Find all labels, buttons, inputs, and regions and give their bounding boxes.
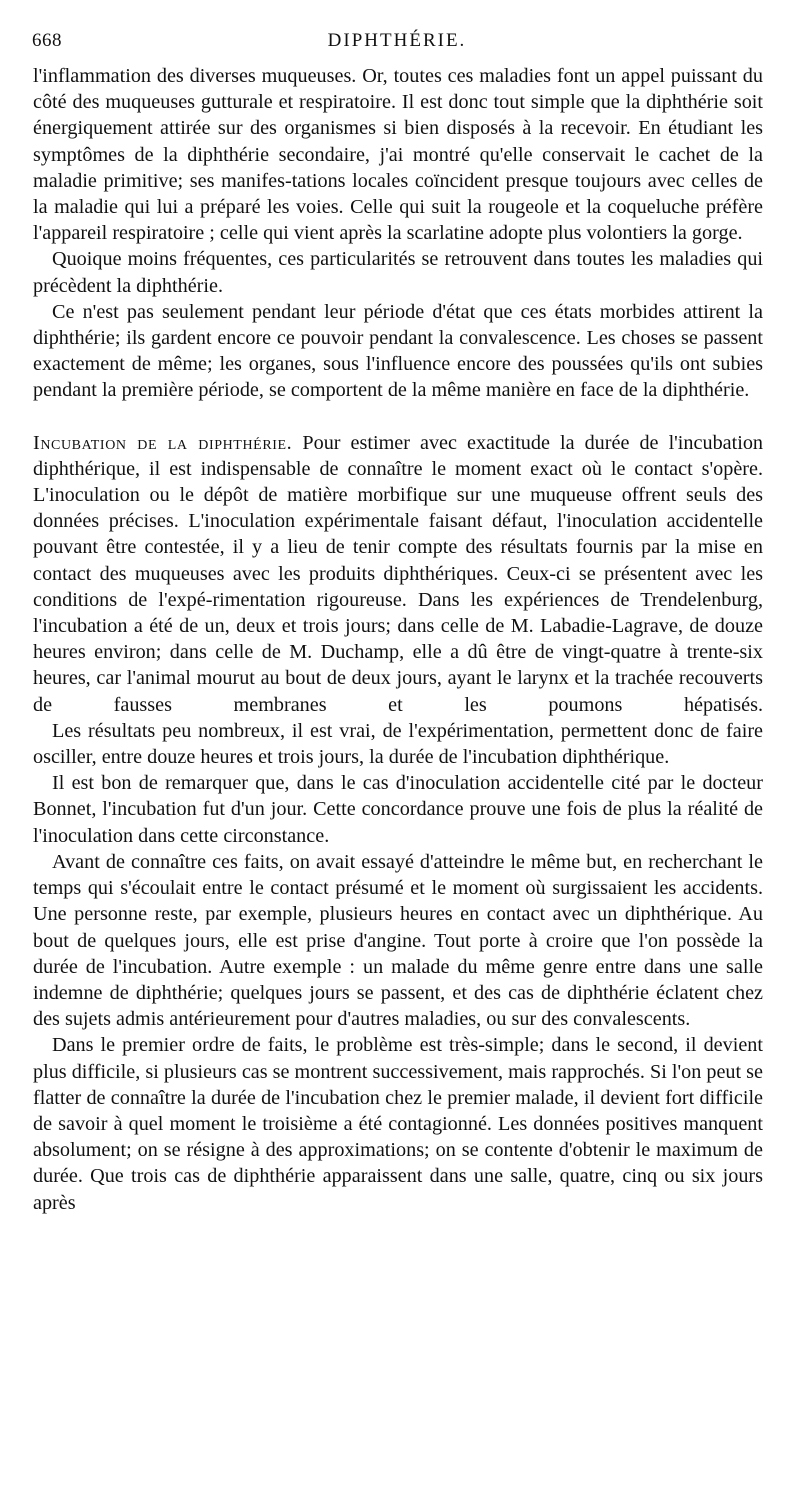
- text-line: Dans le premier ordre de faits, le problème est très-simple; dans le second,: [52, 1034, 679, 1057]
- text-line: contact avec un diphthérique. Au bout de quelques jours, elle est prise d'angine.: [33, 903, 764, 952]
- text-line: recherchant le temps qui s'écoulait entre le contact présumé et le moment où: [33, 850, 764, 900]
- text-line: de plus la réalité de l'inoculation dans cette circonstance.: [33, 798, 764, 847]
- text-line: attirent la diphthérie; ils gardent encore ce pouvoir pendant la convalescence.: [33, 300, 764, 350]
- text-line: admis antérieurement pour d'autres maladies, ou sur des convalescents.: [116, 1008, 691, 1031]
- text-line: Avant de connaître ces faits, on avait essayé d'atteindre le même but, en: [52, 850, 643, 873]
- text-line: Quoique moins fréquentes, ces particularités se retrouvent dans toutes les: [52, 248, 654, 271]
- text-line: où le contact s'opère. L'inoculation ou le dépôt de matière morbifique sur une: [33, 457, 764, 507]
- text-line: puissant du côté des muqueuses gutturale et respiratoire. Il est donc tout: [33, 65, 763, 114]
- paragraph: [33, 1032, 763, 1215]
- text-line: donc de faire osciller, entre douze heures et trois jours, la durée de l'incubation: [33, 719, 764, 769]
- text-line: il devient plus difficile, si plusieurs cas se montrent successivement, mais: [33, 1034, 763, 1083]
- text-line: faisant défaut, l'inoculation accidentelle pouvant être contestée, il y a lieu de: [33, 510, 764, 559]
- text-line: rapprochés. Si l'on peut se flatter de connaître la durée de l'incubation chez le: [33, 1060, 764, 1109]
- text-line: Les résultats peu nombreux, il est vrai, de l'expérimentation, permettent: [52, 719, 648, 742]
- section-incubation: [33, 430, 763, 718]
- text-line: maladies qui précèdent la diphthérie.: [33, 248, 764, 297]
- text-line: heures environ; dans celle de M. Duchamp, elle a dû être de vingt-quatre à: [33, 641, 679, 664]
- paragraph: [33, 246, 763, 298]
- text-line: des approximations; on se contente d'obtenir le maximum de durée. Que trois: [33, 1139, 763, 1188]
- text-line: rimentation rigoureuse. Dans les expériences de Trendelenburg, l'incubation a: [33, 588, 763, 638]
- body-text: [33, 63, 763, 1216]
- section-heading: Incubation de la diphthérie.: [33, 431, 293, 454]
- text-line: Ce n'est pas seulement pendant leur période d'état que ces états morbides: [52, 300, 675, 323]
- text-line: trente-six heures, car l'animal mourut au bout de deux jours, ayant le larynx: [33, 641, 763, 690]
- text-line: Tout porte à croire que l'on possède la durée de l'incubation. Autre exemple :: [33, 929, 763, 978]
- paragraph: [33, 849, 763, 1032]
- text-line: Pour estimer avec exactitude la durée de: [302, 431, 659, 454]
- text-line: Il est bon de remarquer que, dans le cas d'inoculation accidentelle cité par: [52, 772, 674, 795]
- text-line: premier malade, il devient fort difficile de savoir à quel moment le troisième a: [33, 1086, 764, 1135]
- text-line: un malade du même genre entre dans une salle indemne de diphthérie;: [33, 955, 764, 1004]
- text-line: et la trachée recouverts de fausses membranes et les poumons hépatisés.: [33, 667, 763, 716]
- paragraph: [33, 718, 763, 770]
- text-line: surgissaient les accidents. Une personne reste, par exemple, plusieurs heures en: [33, 877, 764, 926]
- text-line: muqueuse offrent seuls des données précises. L'inoculation expérimentale: [33, 484, 764, 533]
- text-line: quelques jours se passent, et des cas de diphthérie éclatent chez des sujets: [33, 981, 763, 1031]
- text-line: tenir compte des résultats fournis par la mise en contact des muqueuses avec: [33, 536, 763, 585]
- text-line: simple que la diphthérie soit énergiquement attirée sur des organismes si bien: [33, 91, 764, 140]
- section-gap: [33, 404, 763, 430]
- text-line: le docteur Bonnet, l'incubation fut d'un jour. Cette concordance prouve une fois: [33, 772, 763, 821]
- paragraph: [33, 299, 763, 404]
- text-line: Les choses se passent exactement de même; les organes, sous l'influence encore: [33, 327, 764, 376]
- text-line: cas de diphthérie apparaissent dans une salle, quatre, cinq ou six jours après: [33, 1165, 764, 1214]
- text-line: l'incubation diphthérique, il est indispensable de connaître le moment exact: [33, 431, 764, 480]
- running-head: [32, 30, 762, 60]
- text-line: été de un, deux et trois jours; dans celle de M. Labadie-Lagrave, de douze: [149, 615, 764, 638]
- text-line: tations locales coïncident presque toujours avec celles de la maladie qui lui a: [33, 169, 763, 219]
- text-line: l'inflammation des diverses muqueuses. Or, toutes ces maladies font un appel: [33, 65, 665, 87]
- text-line: disposés à la recevoir. En étudiant les symptômes de la diphthérie secondaire,: [33, 117, 764, 166]
- text-line: la même manière en face de la diphthérie.: [411, 379, 750, 402]
- text-line: préparé les voies. Celle qui suit la rougeole et la coqueluche préfère l'appareil: [33, 196, 764, 245]
- text-line: j'ai montré qu'elle conservait le cachet de la maladie primitive; ses manifes-: [33, 143, 764, 192]
- text-line: les produits diphthériques. Ceux-ci se présentent avec les conditions de l'expé-: [33, 562, 764, 611]
- text-line: été contagionné. Les données positives manquent absolument; on se résigne à: [33, 1112, 764, 1162]
- text-line: diphthérique.: [562, 746, 670, 769]
- paragraph: [33, 770, 763, 849]
- text-line: des poussées qu'ils ont subies pendant la première période, se comportent de: [33, 353, 764, 402]
- paragraph-continuation: [33, 63, 763, 246]
- running-title: DIPHTHÉRIE.: [327, 30, 467, 51]
- text-line: respiratoire ; celle qui vient après la scarlatine adopte plus volontiers la gorge.: [112, 222, 743, 245]
- page-number: 668: [32, 30, 62, 51]
